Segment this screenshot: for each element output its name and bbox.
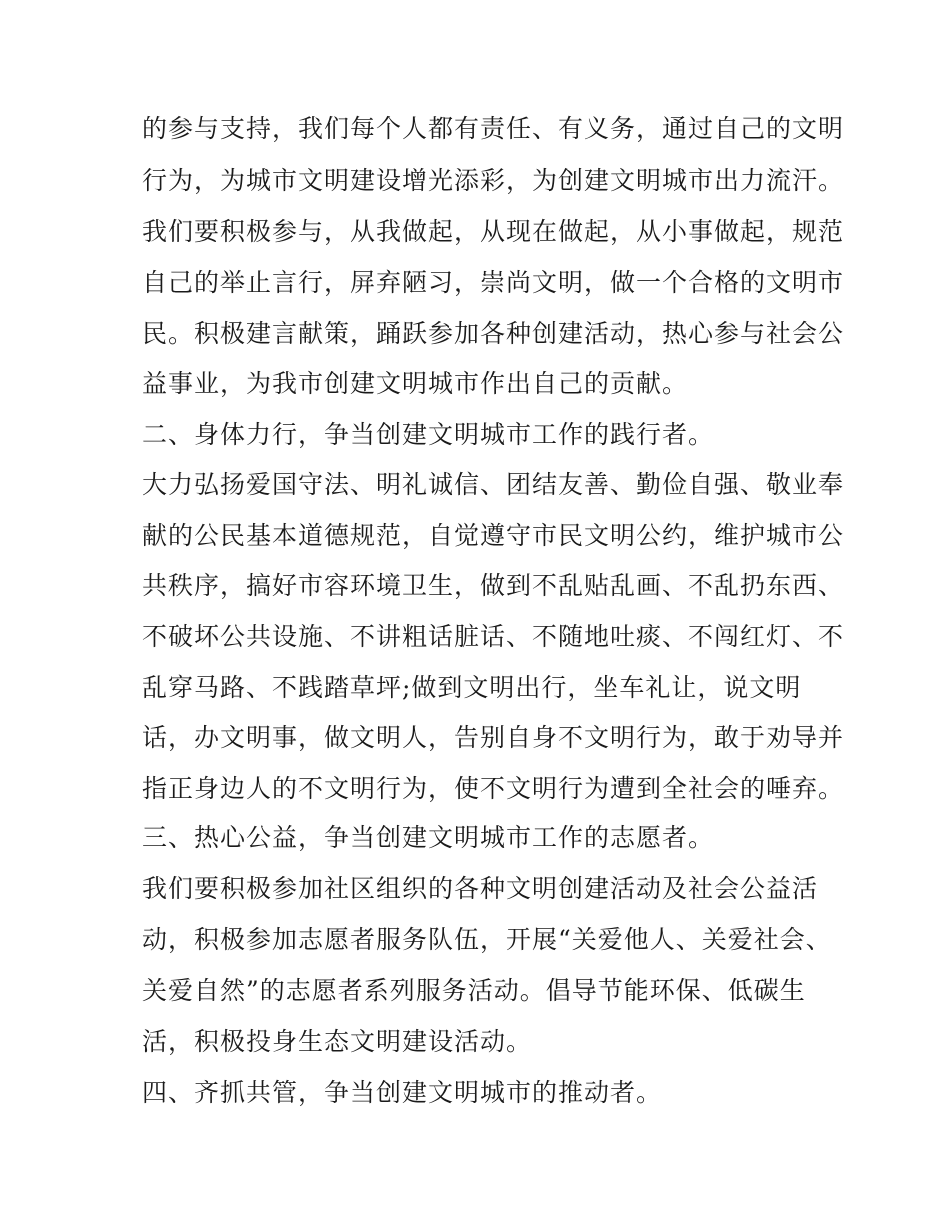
text-line: 的参与支持，我们每个人都有责任、有义务，通过自己的文明 (142, 114, 845, 143)
section-heading: 四、齐抓共管，争当创建文明城市的推动者。 (142, 1078, 663, 1107)
text-line: 民。积极建言献策，踊跃参加各种创建活动，热心参与社会公 (142, 319, 845, 348)
text-line: 自己的举止言行，屏弃陋习，崇尚文明，做一个合格的文明市 (142, 268, 845, 297)
text-line: 行为，为城市文明建设增光添彩，为创建文明城市出力流汗。 (142, 166, 845, 195)
text-line: 我们要积极参与，从我做起，从现在做起，从小事做起，规范 (142, 217, 845, 246)
text-line: 乱穿马路、不践踏草坪;做到文明出行，坐车礼让，说文明 (142, 673, 802, 702)
text-line: 指正身边人的不文明行为，使不文明行为遭到全社会的唾弃。 (142, 774, 845, 803)
text-line: 话，办文明事，做文明人，告别自身不文明行为，敢于劝导并 (142, 723, 845, 752)
text-line: 共秩序，搞好市容环境卫生，做到不乱贴乱画、不乱扔东西、 (142, 571, 845, 600)
text-line: 动，积极参加志愿者服务队伍，开展“关爱他人、关爱社会、 (142, 925, 832, 954)
text-line: 关爱自然”的志愿者系列服务活动。倡导节能环保、低碳生 (142, 976, 806, 1005)
text-line: 不破坏公共设施、不讲粗话脏话、不随地吐痰、不闯红灯、不 (142, 622, 845, 651)
text-line: 益事业，为我市创建文明城市作出自己的贡献。 (142, 369, 689, 398)
section-heading: 三、热心公益，争当创建文明城市工作的志愿者。 (142, 823, 715, 852)
text-line: 我们要积极参加社区组织的各种文明创建活动及社会公益活 (142, 874, 819, 903)
text-line: 活，积极投身生态文明建设活动。 (142, 1027, 533, 1056)
text-line: 大力弘扬爱国守法、明礼诚信、团结友善、勤俭自强、敬业奉 (142, 470, 845, 499)
text-line: 献的公民基本道德规范，自觉遵守市民文明公约，维护城市公 (142, 521, 845, 550)
section-heading: 二、身体力行，争当创建文明城市工作的践行者。 (142, 420, 715, 449)
